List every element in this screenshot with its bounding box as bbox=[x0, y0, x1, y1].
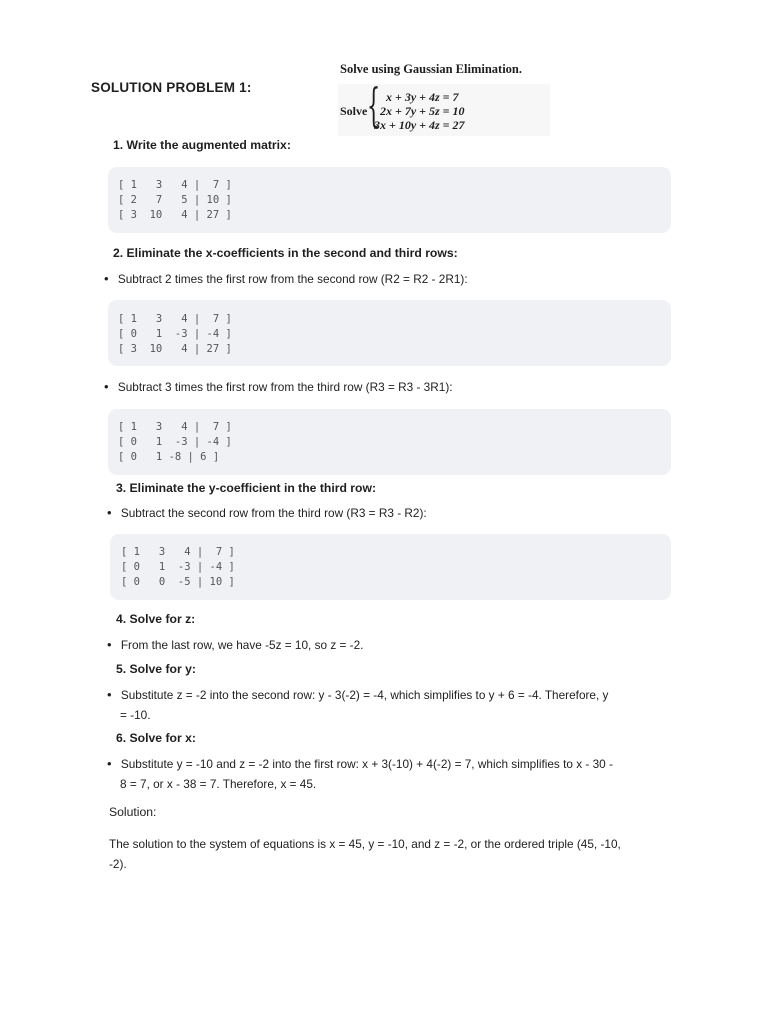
matrix-row: [ 0 1 -3 | -4 ] bbox=[118, 328, 232, 340]
bullet-text: Substitute z = -2 into the second row: y - 3(-2) = -4, which simplifies to y + 6 = -4. Therefore, y bbox=[120, 688, 609, 702]
matrix-box-2 bbox=[108, 300, 671, 366]
equation-2: 2x + 7y + 5z = 10 bbox=[380, 104, 465, 118]
bullet-icon: • bbox=[107, 687, 112, 702]
bullet-item bbox=[104, 269, 468, 289]
bullet-item bbox=[107, 685, 608, 705]
bullet-icon: • bbox=[107, 637, 112, 652]
matrix-row: [ 0 1 -3 | -4 ] bbox=[121, 561, 235, 573]
solution-heading: SOLUTION PROBLEM 1: bbox=[91, 80, 252, 95]
bullet-text: Substitute y = -10 and z = -2 into the first row: x + 3(-10) + 4(-2) = 7, which simplifies to x - 30 - bbox=[120, 757, 613, 771]
bullet-icon: • bbox=[104, 379, 109, 394]
matrix-row: [ 1 3 4 | 7 ] bbox=[121, 546, 235, 558]
bullet-item bbox=[107, 635, 363, 655]
matrix-row: [ 3 10 4 | 27 ] bbox=[118, 209, 232, 221]
left-brace-icon: { bbox=[367, 78, 381, 132]
step-6-heading: 6. Solve for x: bbox=[116, 731, 196, 745]
matrix-row: [ 1 3 4 | 7 ] bbox=[118, 179, 232, 191]
bullet-item bbox=[107, 754, 613, 774]
bullet-item bbox=[107, 503, 427, 523]
matrix-row: [ 0 1 -3 | -4 ] bbox=[118, 436, 232, 448]
matrix-row: [ 3 10 4 | 27 ] bbox=[118, 343, 232, 355]
matrix-box-1 bbox=[108, 167, 671, 233]
bullet-icon: • bbox=[107, 505, 112, 520]
step-4-heading: 4. Solve for z: bbox=[116, 612, 196, 626]
bullet-text: From the last row, we have -5z = 10, so z = -2. bbox=[120, 638, 364, 652]
equation-3: 3x + 10y + 4z = 27 bbox=[374, 118, 465, 132]
bullet-continuation: = -10. bbox=[120, 708, 151, 722]
solution-text-line-1: The solution to the system of equations is x = 45, y = -10, and z = -2, or the ordered triple (45, -10, bbox=[109, 837, 621, 851]
step-2-heading: 2. Eliminate the x-coefficients in the second and third rows: bbox=[113, 246, 458, 260]
bullet-item bbox=[104, 377, 453, 397]
problem-title: Solve using Gaussian Elimination. bbox=[340, 62, 523, 76]
bullet-text: Subtract 2 times the first row from the second row (R2 = R2 - 2R1): bbox=[117, 272, 468, 286]
step-5-heading: 5. Solve for y: bbox=[116, 662, 196, 676]
bullet-icon: • bbox=[104, 271, 109, 286]
bullet-text: Subtract the second row from the third row (R3 = R3 - R2): bbox=[120, 506, 427, 520]
step-3-heading: 3. Eliminate the y-coefficient in the third row: bbox=[116, 481, 377, 495]
matrix-row: [ 2 7 5 | 10 ] bbox=[118, 194, 232, 206]
matrix-box-4 bbox=[110, 534, 671, 600]
equation-1: x + 3y + 4z = 7 bbox=[386, 90, 459, 104]
matrix-row: [ 0 0 -5 | 10 ] bbox=[121, 576, 235, 588]
solution-label: Solution: bbox=[109, 805, 157, 819]
bullet-icon: • bbox=[107, 756, 112, 771]
matrix-row: [ 1 3 4 | 7 ] bbox=[118, 313, 232, 325]
matrix-row: [ 1 3 4 | 7 ] bbox=[118, 421, 232, 433]
bullet-continuation: 8 = 7, or x - 38 = 7. Therefore, x = 45. bbox=[120, 777, 317, 791]
matrix-row: [ 0 1 -8 | 6 ] bbox=[118, 451, 220, 463]
step-1-heading: 1. Write the augmented matrix: bbox=[113, 138, 291, 152]
matrix-box-3 bbox=[108, 409, 671, 475]
solve-label: Solve bbox=[340, 104, 368, 118]
solution-text-line-2: -2). bbox=[109, 857, 127, 871]
bullet-text: Subtract 3 times the first row from the third row (R3 = R3 - 3R1): bbox=[117, 380, 453, 394]
